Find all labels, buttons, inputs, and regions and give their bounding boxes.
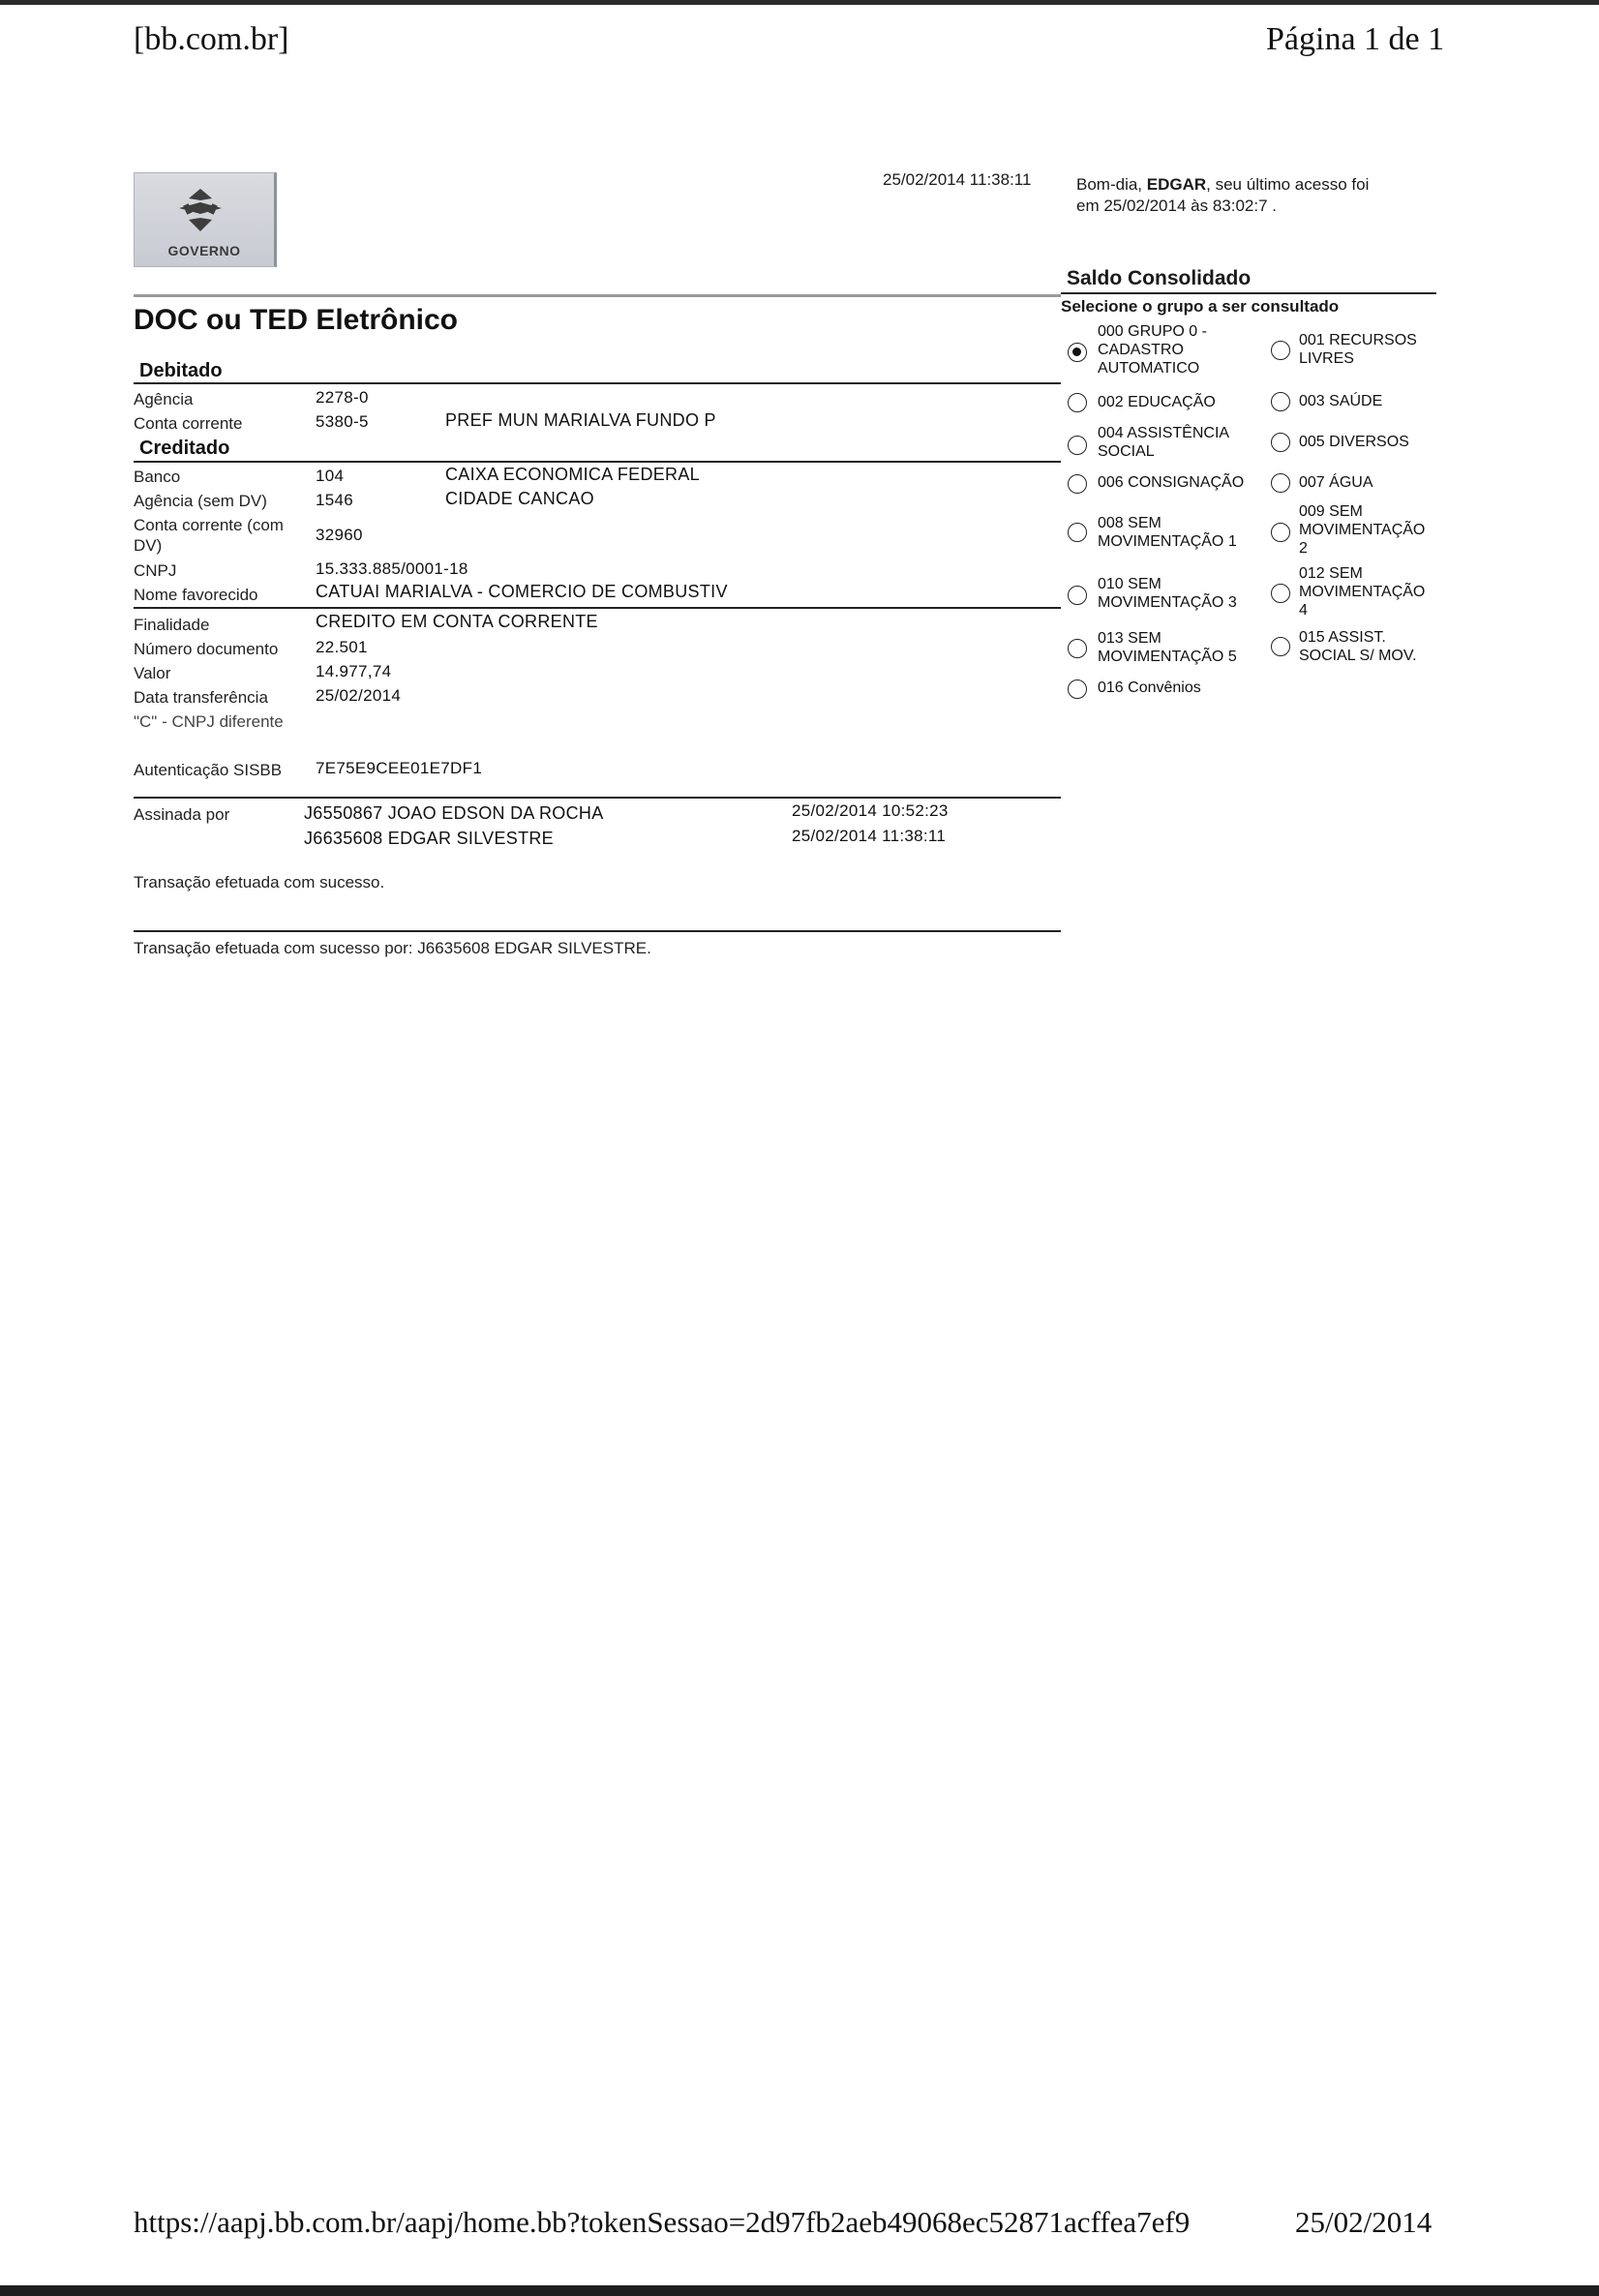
conta-credito-value: 32960 <box>316 526 363 544</box>
assinada-por-label: Assinada por <box>134 805 230 824</box>
saldo-subtitle: Selecione o grupo a ser consultado <box>1061 297 1340 316</box>
option-015-line1: 015 ASSIST. <box>1299 629 1386 646</box>
greeting-prefix: Bom-dia, <box>1076 175 1147 194</box>
banco-value: 104 <box>316 467 345 485</box>
cnpj-diferente-note: "C" - CNPJ diferente <box>134 712 284 731</box>
radio-grupo-008[interactable] <box>1068 523 1087 542</box>
data-transferencia-value: 25/02/2014 <box>316 686 402 705</box>
radio-grupo-009[interactable] <box>1271 523 1290 542</box>
assinatura-2-nome: J6635608 EDGAR SILVESTRE <box>304 829 554 848</box>
titular-debito: PREF MUN MARIALVA FUNDO P <box>445 410 716 430</box>
conta-credito-label-line2: DV) <box>134 536 163 555</box>
favorecido-value: CATUAI MARIALVA - COMERCIO DE COMBUSTIV <box>316 582 728 601</box>
option-008-line2: MOVIMENTAÇÃO 1 <box>1098 533 1237 550</box>
option-001-line2: LIVRES <box>1299 350 1354 367</box>
scan-edge-bottom <box>0 2285 1599 2296</box>
radio-grupo-015[interactable] <box>1271 637 1290 656</box>
option-grupo-015[interactable] <box>1299 628 1417 665</box>
session-timestamp: 25/02/2014 11:38:11 <box>883 170 1032 189</box>
option-004-line2: SOCIAL <box>1098 443 1155 460</box>
radio-grupo-012[interactable] <box>1271 584 1290 603</box>
option-grupo-001[interactable] <box>1299 331 1417 368</box>
radio-grupo-004[interactable] <box>1068 436 1087 455</box>
status-message: Transação efetuada com sucesso. <box>134 873 385 891</box>
option-grupo-000[interactable] <box>1098 322 1207 378</box>
radio-grupo-005[interactable] <box>1271 433 1290 452</box>
valor-value: 14.977,74 <box>316 662 392 680</box>
option-001-line1: 001 RECURSOS <box>1299 332 1417 348</box>
cnpj-label: CNPJ <box>134 561 177 580</box>
debitado-rule <box>134 382 1061 384</box>
option-009-line1: 009 SEM <box>1299 503 1363 520</box>
valor-label: Valor <box>134 664 171 682</box>
conta-debito-label: Conta corrente <box>134 414 243 433</box>
logo-text: GOVERNO <box>167 243 241 258</box>
agencia-debito-value: 2278-0 <box>316 388 369 407</box>
option-010-line1: 010 SEM <box>1098 576 1162 592</box>
finalidade-value: CREDITO EM CONTA CORRENTE <box>316 612 598 631</box>
radio-grupo-016[interactable] <box>1068 680 1087 699</box>
radio-grupo-000[interactable] <box>1068 343 1087 362</box>
option-013-line2: MOVIMENTAÇÃO 5 <box>1098 649 1237 665</box>
option-000-line2: CADASTRO <box>1098 342 1184 358</box>
detalhes-rule <box>134 607 1061 609</box>
documento-value: 22.501 <box>316 638 368 656</box>
print-header-page: Página 1 de 1 <box>1266 21 1445 57</box>
status-por-message: Transação efetuada com sucesso por: J6635608 EDGAR SILVESTRE. <box>134 939 651 957</box>
radio-grupo-013[interactable] <box>1068 639 1087 658</box>
conta-debito-value: 5380-5 <box>316 412 369 431</box>
agencia-credito-nome: CIDADE CANCAO <box>445 489 594 508</box>
option-013-line1: 013 SEM <box>1098 630 1162 647</box>
governo-logo <box>134 172 277 267</box>
option-000-line1: 000 GRUPO 0 - <box>1098 323 1207 340</box>
option-grupo-010[interactable] <box>1098 575 1237 612</box>
conta-credito-label <box>134 515 284 556</box>
print-footer-date: 25/02/2014 <box>1295 2205 1433 2239</box>
debitado-heading: Debitado <box>139 360 223 381</box>
option-grupo-007[interactable]: 007 ÁGUA <box>1299 474 1373 491</box>
option-010-line2: MOVIMENTAÇÃO 3 <box>1098 594 1237 611</box>
documento-label: Número documento <box>134 640 279 658</box>
greeting-user: EDGAR <box>1146 175 1207 194</box>
agencia-credito-label: Agência (sem DV) <box>134 492 267 510</box>
option-grupo-004[interactable] <box>1098 424 1229 461</box>
option-grupo-002[interactable]: 002 EDUCAÇÃO <box>1098 394 1216 410</box>
assinatura-2-data: 25/02/2014 11:38:11 <box>792 827 947 845</box>
assinaturas-rule <box>134 797 1061 799</box>
session-greeting <box>1076 174 1369 217</box>
radio-grupo-006[interactable] <box>1068 474 1087 494</box>
agencia-debito-label: Agência <box>134 390 194 408</box>
finalidade-label: Finalidade <box>134 616 210 634</box>
print-header-site: [bb.com.br] <box>134 21 289 57</box>
option-grupo-008[interactable] <box>1098 514 1237 551</box>
radio-grupo-010[interactable] <box>1068 586 1087 605</box>
option-012-line2: MOVIMENTAÇÃO <box>1299 584 1426 600</box>
option-grupo-016[interactable]: 016 Convênios <box>1098 680 1201 696</box>
creditado-heading: Creditado <box>139 438 230 459</box>
cnpj-value: 15.333.885/0001-18 <box>316 559 468 578</box>
option-015-line2: SOCIAL S/ MOV. <box>1299 648 1417 664</box>
scan-edge-top <box>0 0 1599 5</box>
option-grupo-003[interactable]: 003 SAÚDE <box>1299 393 1383 409</box>
radio-grupo-003[interactable] <box>1271 392 1290 411</box>
option-grupo-006[interactable]: 006 CONSIGNAÇÃO <box>1098 474 1245 491</box>
option-grupo-005[interactable]: 005 DIVERSOS <box>1299 434 1409 450</box>
option-012-line3: 4 <box>1299 602 1308 619</box>
favorecido-label: Nome favorecido <box>134 586 258 604</box>
option-009-line2: MOVIMENTAÇÃO <box>1299 522 1426 538</box>
autenticacao-label: Autenticação SISBB <box>134 761 283 779</box>
saldo-rule <box>1061 292 1436 294</box>
title-top-rule <box>134 294 1061 297</box>
option-009-line3: 2 <box>1299 540 1308 557</box>
last-access: em 25/02/2014 às 83:02:7 . <box>1076 196 1277 215</box>
conta-credito-label-line1: Conta corrente (com <box>134 516 284 534</box>
data-transferencia-label: Data transferência <box>134 688 268 707</box>
assinatura-1-nome: J6550867 JOAO EDSON DA ROCHA <box>304 803 604 823</box>
status-rule <box>134 930 1061 932</box>
bb-logo-icon <box>171 187 229 233</box>
page-title: DOC ou TED Eletrônico <box>134 304 459 336</box>
option-008-line1: 008 SEM <box>1098 515 1162 531</box>
radio-grupo-002[interactable] <box>1068 393 1087 412</box>
autenticacao-value: 7E75E9CEE01E7DF1 <box>316 759 483 777</box>
option-012-line1: 012 SEM <box>1299 565 1363 582</box>
print-footer-url: https://aapj.bb.com.br/aapj/home.bb?tokenSessao=2d97fb2aeb49068ec52871acffea7ef9 <box>134 2205 1191 2239</box>
option-grupo-012[interactable] <box>1299 564 1425 619</box>
agencia-credito-value: 1546 <box>316 491 354 509</box>
creditado-rule <box>134 461 1061 463</box>
radio-grupo-001[interactable] <box>1271 341 1290 360</box>
option-000-line3: AUTOMATICO <box>1098 360 1200 377</box>
banco-nome: CAIXA ECONOMICA FEDERAL <box>445 465 700 484</box>
saldo-title: Saldo Consolidado <box>1067 267 1252 289</box>
greeting-suffix: , seu último acesso foi <box>1206 175 1370 194</box>
radio-grupo-007[interactable] <box>1271 473 1290 493</box>
option-004-line1: 004 ASSISTÊNCIA <box>1098 425 1230 441</box>
banco-label: Banco <box>134 468 181 486</box>
option-grupo-009[interactable] <box>1299 502 1425 558</box>
option-grupo-013[interactable] <box>1098 629 1237 666</box>
assinatura-1-data: 25/02/2014 10:52:23 <box>792 801 949 820</box>
